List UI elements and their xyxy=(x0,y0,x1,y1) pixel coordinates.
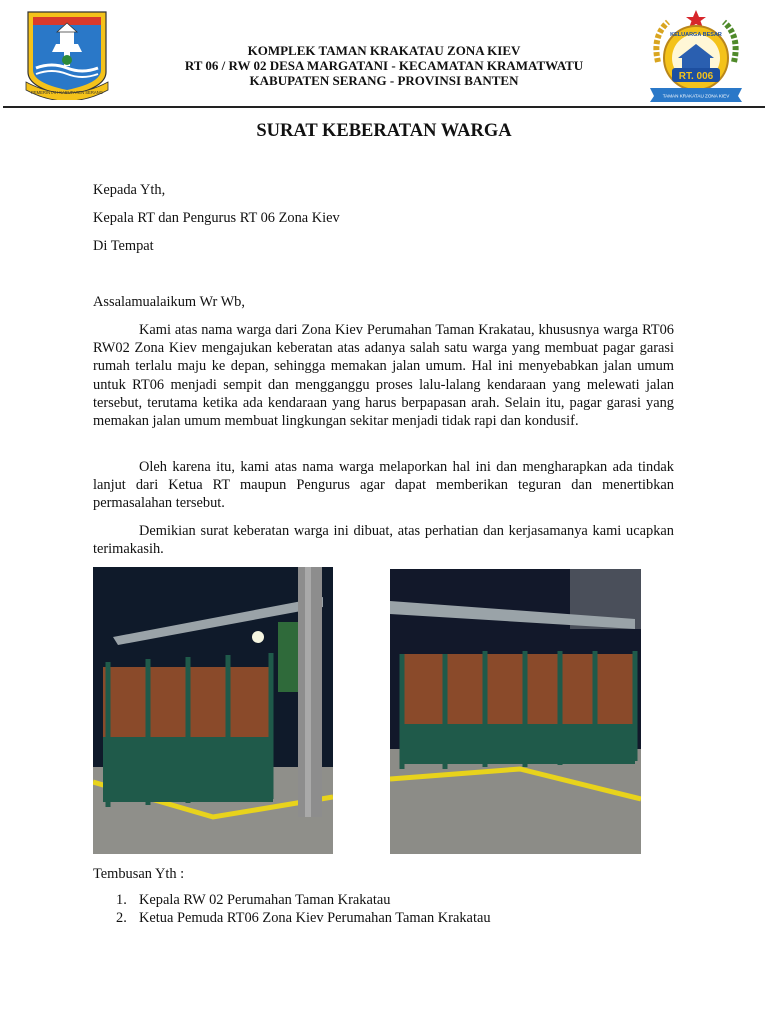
cc-list-item xyxy=(93,909,491,927)
cc-item-text: Ketua Pemuda RT06 Zona Kiev Perumahan Taman Krakatau xyxy=(139,910,491,927)
svg-text:RT. 006: RT. 006 xyxy=(678,71,714,82)
body-paragraph-2: Oleh karena itu, kami atas nama warga melaporkan hal ini dan mengharapkan ada tindak lanjut dari Ketua RT maupun Pengurus agar dapat memberikan teguran dan menertibkan permasalahan tersebut. xyxy=(93,459,674,512)
letter-title: SURAT KEBERATAN WARGA xyxy=(256,121,512,141)
evidence-photo-garage-fence-1 xyxy=(93,567,333,854)
cc-item-text: Kepala RW 02 Perumahan Taman Krakatau xyxy=(139,892,391,908)
letterhead-line-1: KOMPLEK TAMAN KRAKATAU ZONA KIEV xyxy=(247,43,521,58)
cc-item-number: 2. xyxy=(116,910,127,927)
letterhead-divider xyxy=(3,106,765,108)
greeting: Assalamualaikum Wr Wb, xyxy=(93,294,245,310)
cc-item-number: 1. xyxy=(116,892,127,908)
svg-text:PEMERINTAH KABUPATEN SERANG: PEMERINTAH KABUPATEN SERANG xyxy=(31,90,103,95)
svg-text:KELUARGA BESAR: KELUARGA BESAR xyxy=(670,32,722,38)
letterhead-line-3: KABUPATEN SERANG - PROVINSI BANTEN xyxy=(249,73,519,88)
kabupaten-serang-emblem xyxy=(22,8,112,100)
address-recipient: Kepala RT dan Pengurus RT 06 Zona Kiev xyxy=(93,210,340,226)
cc-list xyxy=(93,891,491,927)
cc-list-item xyxy=(93,891,491,909)
body-paragraph-1: Kami atas nama warga dari Zona Kiev Perumahan Taman Krakatau, khususnya warga RT06 RW02 Zona Kiev mengajukan keberatan atas adanya salah satu warga yang membuat pagar garasi rumah terlalu maju ke depan, sehingga memakan jalan umum. Hal ini menyebabkan jalan umum untuk RT06 menjadi sempit dan mengganggu proses lalu-lalang kendaraan yang melewati jalan tersebut, terutama ketika ada kendaraan yang harus berpapasan arah. Selain itu, pagar garasi yang memakan jalan umum membuat lingkungan sekitar menjadi tidak rapi dan kondusif. xyxy=(93,322,674,430)
address-to: Kepada Yth, xyxy=(93,182,166,198)
letterhead-line-2: RT 06 / RW 02 DESA MARGATANI - KECAMATAN KRAMATWATU xyxy=(184,58,584,73)
rt006-badge-logo xyxy=(644,6,748,104)
cc-heading: Tembusan Yth : xyxy=(93,866,185,882)
svg-text:TAMAN KRAKATAU ZONA KIEV: TAMAN KRAKATAU ZONA KIEV xyxy=(662,93,730,99)
letterhead xyxy=(130,43,638,88)
body-paragraph-3: Demikian surat keberatan warga ini dibuat, atas perhatian dan kerjasamanya kami ucapkan terimakasih. xyxy=(93,523,674,558)
address-place: Di Tempat xyxy=(93,238,154,254)
evidence-photo-garage-fence-2 xyxy=(390,569,641,854)
